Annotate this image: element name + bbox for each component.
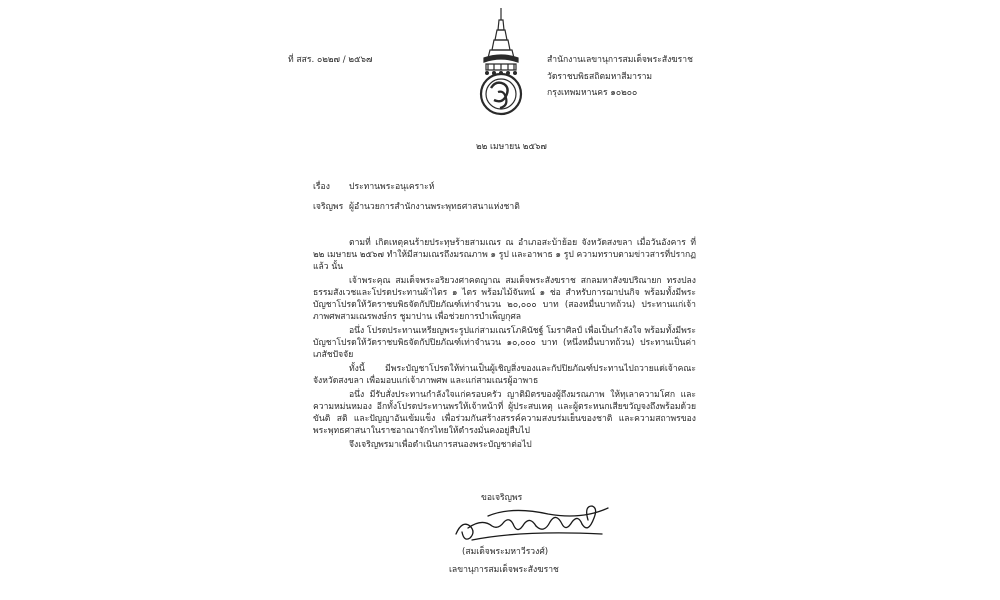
body-paragraph: เจ้าพระคุณ สมเด็จพระอริยวงศาคตญาณ สมเด็จพระสังฆราช สกลมหาสังฆปริณายก ทรงปลงธรรมสังเวชและโปรดประทานผ้าไตร ๑ ไตร พร้อมไม้จันทน์ ๑ ช่อ สำหรับการฌาปนกิจ พร้อมทั้งมีพระบัญชาโปรดให้วัดราชบพิธจัดกัปปิยภัณฑ์เท่าจำนวน ๒๐,๐๐๐ บาท (สองหมื่นบาทถ้วน) ประทานแก่เจ้าภาพศพสามเณรพงษ์กร ชูมาปาน เพื่อช่วยการบำเพ็ญกุศล [313,276,696,322]
handwritten-signature-icon [452,500,612,544]
sender-city: กรุงเทพมหานคร ๑๐๒๐๐ [547,88,638,98]
signatory-title: เลขานุการสมเด็จพระสังฆราช [449,565,559,575]
letter-date: ๒๒ เมษายน ๒๕๖๗ [476,142,547,152]
body-paragraph: อนึ่ง โปรดประทานเหรียญพระรูปแก่สามเณรโภคินัชฐ์ โมราศิลป์ เพื่อเป็นกำลังใจ พร้อมทั้งมีพระบัญชาโปรดให้วัดราชบพิธจัดกัปปิยภัณฑ์เท่าจำนวน ๑๐,๐๐๐ บาท (หนึ่งหมื่นบาทถ้วน) ประทานเป็นค่าเภสัชปัจจัย [313,326,696,360]
subject-text: ประทานพระอนุเคราะห์ [349,182,435,192]
temple-crest-emblem-icon [476,6,526,120]
body-paragraph: ทั้งนี้ มีพระบัญชาโปรดให้ท่านเป็นผู้เชิญสิ่งของและกัปปิยภัณฑ์ประทานไปถวายแด่เจ้าคณะจังหวัดสงขลา เพื่อมอบแก่เจ้าภาพศพ และแก่สามเณรผู้อาพาธ [313,364,696,386]
addressee-text: ผู้อำนวยการสำนักงานพระพุทธศาสนาแห่งชาติ [349,202,520,212]
closing-text: ขอเจริญพร [481,493,523,503]
reference-number: ที่ สสร. ๐๒๒๗ / ๒๕๖๗ [288,55,373,65]
sender-office: สำนักงานเลขานุการสมเด็จพระสังฆราช [547,55,693,65]
body-paragraph: อนึ่ง มีรับสั่งประทานกำลังใจแก่ครอบครัว ญาติมิตรของผู้ถึงมรณภาพ ให้ทุเลาความโศก และความหม่นหมอง อีกทั้งโปรดประทานพรให้เจ้าหน้าที่ ผู้ประสบเหตุ และผู้ตระหนกเสียขวัญจงถึงพร้อมด้วยขันติ สติ และปัญญาอันเข้มแข็ง เพื่อร่วมกันสร้างสรรค์ความสงบร่มเย็นของชาติ และความสถาพรของพระพุทธศาสนาในราชอาณาจักรไทยให้ดำรงมั่นคงอยู่สืบไป [313,390,696,436]
body-paragraph: ตามที่ เกิดเหตุคนร้ายประทุษร้ายสามเณร ณ อำเภอสะบ้าย้อย จังหวัดสงขลา เมื่อวันอังคาร ที่ ๒๒ เมษายน ๒๕๖๗ ทำให้มีสามเณรถึงมรณภาพ ๑ รูป และอาพาธ ๑ รูป ความทราบตามข่าวสารที่ปรากฏแล้ว นั้น [313,238,696,272]
addressee-label: เจริญพร [313,202,344,212]
sender-temple: วัดราชบพิธสถิตมหาสีมาราม [547,72,653,82]
body-paragraph: จึงเจริญพรมาเพื่อดำเนินการสนองพระบัญชาต่อไป [349,440,532,450]
letter-body [313,237,696,451]
subject-label: เรื่อง [313,182,330,192]
signatory-name: (สมเด็จพระมหาวีรวงศ์) [462,547,549,557]
